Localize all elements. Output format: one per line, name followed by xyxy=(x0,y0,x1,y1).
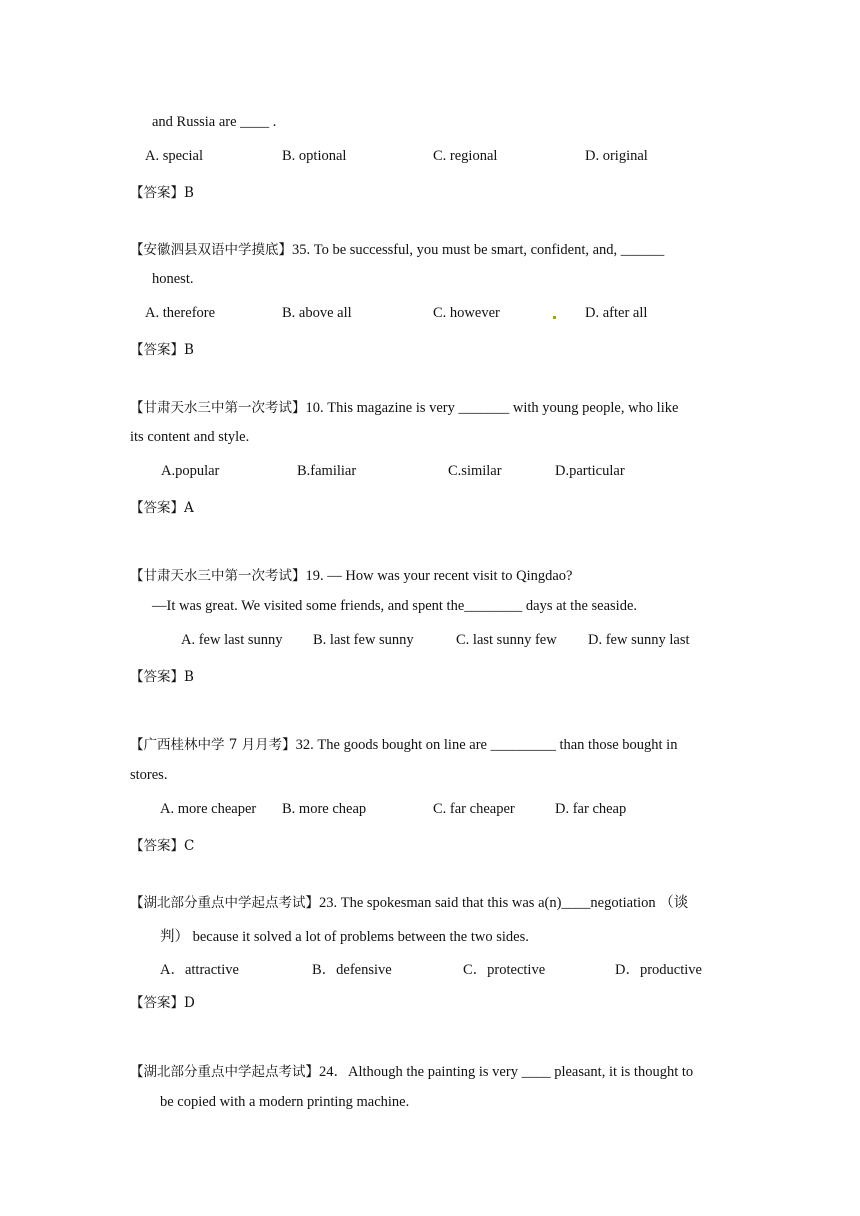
question-stem: 35. To be successful, you must be smart, confident, and, ______ xyxy=(292,242,665,258)
option-c: C. however xyxy=(433,305,500,321)
option-a: A. special xyxy=(145,148,203,164)
answer-key: 【答案】B xyxy=(130,342,194,358)
option-c: C. far cheaper xyxy=(433,801,515,817)
answer-key: 【答案】B xyxy=(130,185,194,201)
option-b: B. more cheap xyxy=(282,801,367,817)
option-c: C.similar xyxy=(448,463,502,479)
question-line xyxy=(130,396,678,417)
option-a: A. therefore xyxy=(145,305,216,321)
option-b: B. last few sunny xyxy=(313,632,414,648)
option-c: C．protective xyxy=(463,962,546,978)
question-stem-continuation: 判） because it solved a lot of problems between the two sides. xyxy=(160,929,529,945)
question-line xyxy=(130,891,688,912)
answer-key: 【答案】D xyxy=(130,995,195,1011)
option-a: A．attractive xyxy=(160,962,239,978)
question-stem-continuation: and Russia are ____ . xyxy=(152,114,277,130)
question-source: 【湖北部分重点中学起点考试】 xyxy=(130,895,319,911)
option-b: B．defensive xyxy=(312,962,392,978)
option-a: A. more cheaper xyxy=(160,801,257,817)
question-stem: 23. The spokesman said that this was a(n)____negotiation （谈 xyxy=(319,895,689,911)
option-d: D. few sunny last xyxy=(588,632,690,648)
option-a: A.popular xyxy=(161,463,220,479)
question-source: 【甘肃天水三中第一次考试】 xyxy=(130,568,306,584)
question-line xyxy=(130,564,573,585)
question-stem: 24．Although the painting is very ____ pleasant, it is thought to xyxy=(319,1064,694,1080)
option-c: C. regional xyxy=(433,148,498,164)
question-stem-continuation: its content and style. xyxy=(130,429,250,445)
question-stem-continuation: honest. xyxy=(152,271,194,287)
option-c: C. last sunny few xyxy=(456,632,557,648)
answer-key: 【答案】C xyxy=(130,838,195,854)
question-source: 【安徽泗县双语中学摸底】 xyxy=(130,242,292,258)
option-d: D.particular xyxy=(555,463,625,479)
question-stem-continuation: be copied with a modern printing machine. xyxy=(160,1094,410,1110)
question-source: 【广西桂林中学 7 月月考】 xyxy=(130,737,296,753)
answer-key: 【答案】B xyxy=(130,669,194,685)
question-stem: 19. — How was your recent visit to Qingdao? xyxy=(305,568,573,584)
question-line xyxy=(130,733,677,754)
question-source: 【甘肃天水三中第一次考试】 xyxy=(130,400,306,416)
question-line xyxy=(130,1060,693,1081)
option-b: B. above all xyxy=(282,305,352,321)
option-d: D. original xyxy=(585,148,648,164)
question-source: 【湖北部分重点中学起点考试】 xyxy=(130,1064,319,1080)
question-stem: 32. The goods bought on line are _________ than those bought in xyxy=(295,737,678,753)
question-stem: 10. This magazine is very _______ with young people, who like xyxy=(305,400,679,416)
option-d: D. after all xyxy=(585,305,648,321)
option-a: A. few last sunny xyxy=(181,632,283,648)
option-d: D. far cheap xyxy=(555,801,627,817)
option-b: B.familiar xyxy=(297,463,357,479)
question-stem-continuation: stores. xyxy=(130,767,168,783)
question-stem-continuation: —It was great. We visited some friends, and spent the________ days at the seaside. xyxy=(152,598,638,614)
option-b: B. optional xyxy=(282,148,347,164)
answer-key: 【答案】A xyxy=(130,500,194,516)
question-line xyxy=(130,238,664,259)
option-d: D．productive xyxy=(615,962,702,978)
stray-mark xyxy=(553,316,556,319)
